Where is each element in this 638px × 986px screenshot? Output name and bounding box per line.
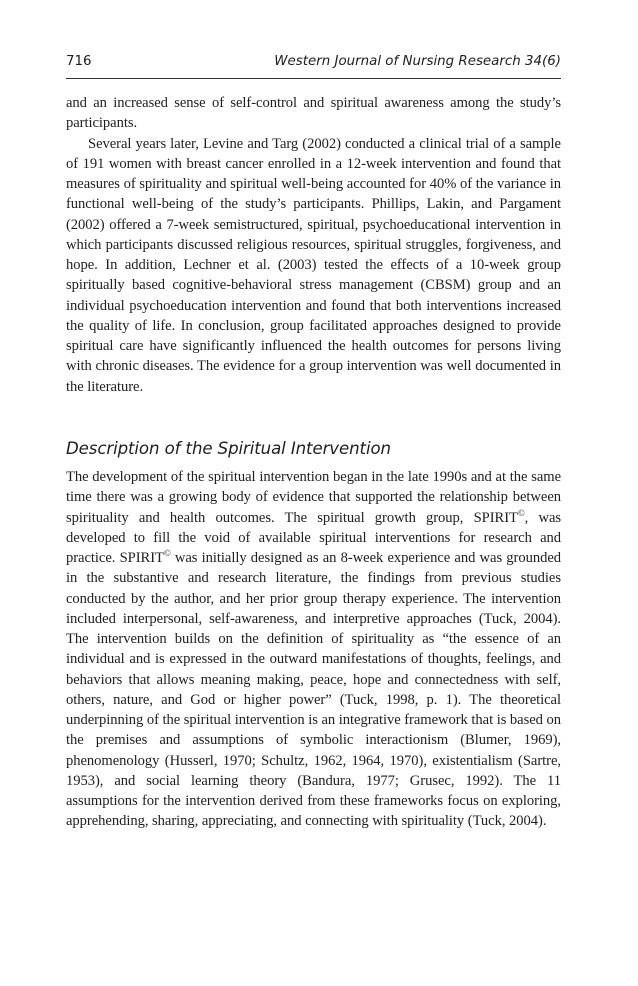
paragraph-segment-1: The development of the spiritual intervention began in the late 1990s and at the same time there was a growing body of evidence that supported the relationship between spirituality and health outcomes. The spiritual growth group, SPIRIT bbox=[66, 469, 561, 526]
copyright-mark: © bbox=[517, 507, 525, 518]
body-text-top bbox=[66, 93, 561, 397]
copyright-mark: © bbox=[163, 548, 171, 558]
paragraph-group-interventions: Several years later, Levine and Targ (2002) conducted a clinical trial of a sample of 191 women with breast cancer enrolled in a 12-week intervention and found that measures of spirituality and spiritual well-being accounted for 40% of the variance in functional well-being of the study’s participants. Phillips, Lakin, and Pargament (2002) offered a 7-week semistructured, spiritual, psychoeducational intervention in which participants discussed religious resources, spiritual struggles, forgiveness, and hope. In addition, Lechner et al. (2003) tested the effects of a 10-week group spiritually based cognitive-behavioral stress management (CBSM) group and an individual psychoeducation intervention and found that both interventions increased the quality of life. In conclusion, group facilitated approaches designed to provide spiritual care have significantly influenced the health outcomes for persons living with chronic diseases. The evidence for a group intervention was well documented in the literature. bbox=[66, 135, 561, 395]
paragraph-continuation: and an increased sense of self-control and spiritual awareness among the study’s participants. bbox=[66, 95, 561, 132]
paragraph-intervention-description bbox=[66, 467, 561, 832]
paragraph-segment-3: was initially designed as an 8-week experience and was grounded in the substantive and research literature, the findings from previous studies conducted by the author, and her prior group therapy experience. The intervention included interpersonal, self-awareness, and interpretive approaches (Tuck, 2004). The intervention builds on the definition of spirituality as “the essence of an individual and is expressed in the outward manifestations of thoughts, feelings, and behaviors that allows meaning making, peace, hope and connectedness with self, others, nature, and God or higher power” (Tuck, 1998, p. 1). The theoretical underpinning of the spiritual intervention is an integrative framework that is based on the premises and assumptions of symbolic interactionism (Blumer, 1969), phenomenology (Husserl, 1970; Schultz, 1962, 1964, 1970), existentialism (Sartre, 1953), and social learning theory (Bandura, 1977; Grusec, 1992). The 11 assumptions for the intervention derived from these frameworks focus on exploring, apprehending, sharing, appreciating, and connecting with spirituality (Tuck, 2004). bbox=[66, 550, 561, 830]
paragraph-segment-2: , was developed to fill the void of available spiritual interventions for research and practice. SPIRIT bbox=[66, 509, 561, 566]
header-divider bbox=[66, 78, 561, 79]
page-header bbox=[66, 51, 561, 73]
section-heading: Description of the Spiritual Intervention bbox=[66, 439, 391, 458]
running-title: Western Journal of Nursing Research 34(6) bbox=[274, 54, 561, 69]
body-text-section bbox=[66, 467, 561, 832]
page-number: 716 bbox=[66, 54, 92, 69]
